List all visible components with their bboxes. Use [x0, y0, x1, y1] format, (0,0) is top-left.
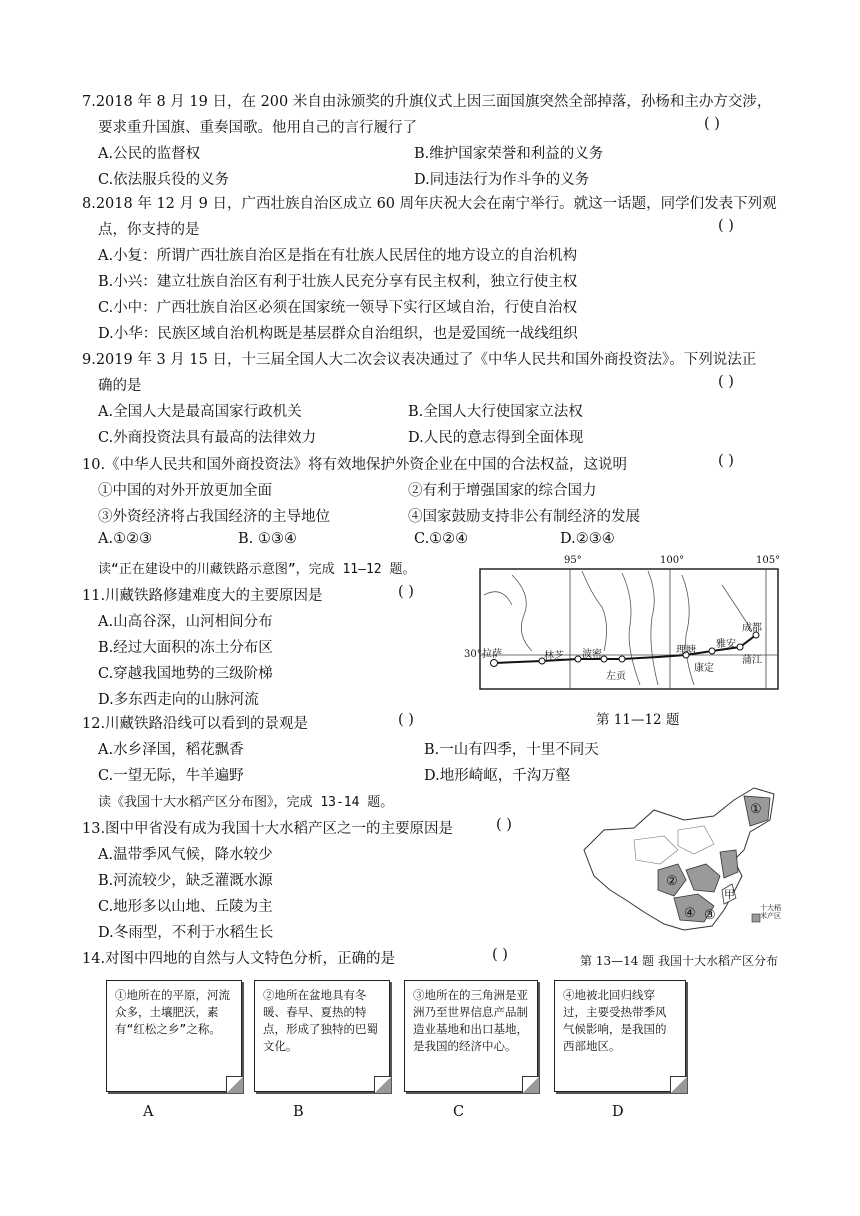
- city-zogang: 左贡: [606, 671, 626, 682]
- q11-option-d[interactable]: D.多东西走向的山脉河流: [98, 692, 259, 708]
- q10-option-a[interactable]: A.①②③: [98, 531, 153, 547]
- province-jia-mark: 甲: [724, 888, 735, 901]
- q14-stem: 14.对图中四地的自然与人文特色分析，正确的是: [82, 951, 396, 967]
- q13-answer-paren[interactable]: ( ): [496, 817, 512, 833]
- q8-answer-paren[interactable]: ( ): [718, 218, 734, 234]
- map2-caption: 第 13—14 题 我国十大水稻产区分布: [580, 954, 778, 968]
- q14-answer-paren[interactable]: ( ): [492, 947, 508, 963]
- sichuan-tibet-railway-map: [464, 555, 782, 700]
- q8-option-c[interactable]: C.小中：广西壮族自治区必须在国家统一领导下实行区域自治，行使自治权: [98, 300, 578, 316]
- q7-option-a[interactable]: A.公民的监督权: [98, 146, 201, 162]
- reading-instruction-13-14: 读《我国十大水稻产区分布图》，完成 13-14 题。: [98, 795, 394, 810]
- q10-statement-3: ③外资经济将占我国经济的主导地位: [98, 509, 330, 525]
- q12-option-c[interactable]: C.一望无际，牛羊遍野: [98, 768, 244, 784]
- q14-card-b[interactable]: [254, 980, 390, 1092]
- q9-option-b[interactable]: B.全国人大行使国家立法权: [408, 404, 583, 420]
- lon-label-100: 100°: [660, 555, 685, 566]
- page-curl-icon: [374, 1076, 391, 1093]
- legend-label: 十大稻米产区: [760, 904, 781, 920]
- q14-letter-d[interactable]: D: [612, 1104, 624, 1120]
- q14-card-c[interactable]: [404, 980, 538, 1092]
- q10-statement-4: ④国家鼓励支持非公有制经济的发展: [408, 509, 640, 525]
- q7-option-c[interactable]: C.依法服兵役的义务: [98, 172, 230, 188]
- q10-option-d[interactable]: D.②③④: [560, 531, 615, 547]
- q8-option-d[interactable]: D.小华：民族区域自治机构既是基层群众自治组织，也是爱国统一战线组织: [98, 326, 578, 342]
- city-kangding: 康定: [694, 663, 714, 674]
- q14-card-a-text: ①地所在的平原，河流众多，土壤肥沃，素有“红松之乡”之称。: [115, 988, 230, 1036]
- q12-answer-paren[interactable]: ( ): [398, 712, 414, 728]
- q12-stem: 12.川藏铁路沿线可以看到的景观是: [82, 716, 309, 732]
- region-mark-2: ②: [666, 874, 678, 889]
- q14-card-a[interactable]: [106, 980, 242, 1092]
- lon-label-105: 105°: [756, 555, 781, 566]
- q12-option-a[interactable]: A.水乡泽国，稻花飘香: [98, 742, 244, 758]
- q7-answer-paren[interactable]: ( ): [704, 116, 720, 132]
- q13-option-a[interactable]: A.温带季风气候，降水较少: [98, 847, 273, 863]
- lat-label-30: 30°: [464, 649, 482, 660]
- q9-answer-paren[interactable]: ( ): [718, 374, 734, 390]
- page-curl-icon: [226, 1076, 243, 1093]
- q14-letter-c[interactable]: C: [453, 1104, 465, 1120]
- q13-stem: 13.图中甲省没有成为我国十大水稻产区之一的主要原因是: [82, 821, 454, 837]
- q8-option-b[interactable]: B.小兴：建立壮族自治区有利于壮族人民充分享有民主权利，独立行使主权: [98, 274, 578, 290]
- q11-stem: 11.川藏铁路修建难度大的主要原因是: [82, 588, 323, 604]
- q9-option-c[interactable]: C.外商投资法具有最高的法律效力: [98, 430, 317, 446]
- q10-option-c[interactable]: C.①②④: [414, 531, 469, 547]
- region-mark-1: ①: [750, 802, 762, 817]
- city-litang: 理塘: [676, 645, 696, 656]
- q14-card-c-text: ③地所在的三角洲是亚洲乃至世界信息产品制造业基地和出口基地，是我国的经济中心。: [413, 988, 528, 1053]
- page-curl-icon: [522, 1076, 539, 1093]
- q14-letter-a[interactable]: A: [143, 1104, 154, 1120]
- q11-option-b[interactable]: B.经过大面积的冻土分布区: [98, 640, 273, 656]
- reading-instruction-11-12: 读“正在建设中的川藏铁路示意图”，完成 11—12 题。: [98, 562, 416, 577]
- city-yaan: 雅安: [716, 639, 736, 650]
- railway-map-figure: [472, 555, 782, 700]
- page-curl-icon: [670, 1076, 687, 1093]
- q10-answer-paren[interactable]: ( ): [718, 453, 734, 469]
- region-mark-4: ④: [684, 906, 696, 921]
- q11-answer-paren[interactable]: ( ): [398, 584, 414, 600]
- q8-stem-line1: 8.2018 年 12 月 9 日，广西壮族自治区成立 60 周年庆祝大会在南宁举行。就这一话题，同学们发表下列观: [82, 196, 777, 212]
- q7-stem-line1: 7.2018 年 8 月 19 日，在 200 米自由泳颁奖的升旗仪式上因三面国旗突然全部掉落，孙杨和主办方交涉，: [82, 94, 772, 110]
- q14-card-b-text: ②地所在盆地具有冬暖、春早、夏热的特点，形成了独特的巴蜀文化。: [263, 988, 378, 1053]
- city-pujiang: 蒲江: [742, 655, 762, 666]
- q13-option-d[interactable]: D.冬雨型，不利于水稻生长: [98, 925, 274, 941]
- rice-regions-map: [574, 780, 784, 945]
- q11-option-c[interactable]: C.穿越我国地势的三级阶梯: [98, 666, 273, 682]
- q10-statement-1: ①中国的对外开放更加全面: [98, 483, 272, 499]
- q8-stem-line2: 点，你支持的是: [98, 222, 200, 238]
- lon-label-95: 95°: [564, 555, 582, 566]
- city-bomi: 波密: [582, 649, 602, 660]
- q9-stem-line2: 确的是: [98, 378, 142, 394]
- q9-option-a[interactable]: A.全国人大是最高国家行政机关: [98, 404, 302, 420]
- q9-stem-line1: 9.2019 年 3 月 15 日，十三届全国人大二次会议表决通过了《中华人民共和国外商投资法》。下列说法正: [82, 352, 757, 368]
- q13-option-c[interactable]: C.地形多以山地、丘陵为主: [98, 899, 273, 915]
- q8-option-a[interactable]: A.小复：所谓广西壮族自治区是指在有壮族人民居住的地方设立的自治机构: [98, 248, 578, 264]
- q10-option-b[interactable]: B. ①③④: [238, 531, 297, 547]
- map1-caption: 第 11—12 题: [596, 712, 680, 728]
- q10-stem: 10.《中华人民共和国外商投资法》将有效地保护外资企业在中国的合法权益，这说明: [82, 457, 628, 473]
- q7-stem-line2: 要求重升国旗、重奏国歌。他用自己的言行履行了: [98, 120, 417, 136]
- q13-option-b[interactable]: B.河流较少，缺乏灌溉水源: [98, 873, 273, 889]
- q14-card-d[interactable]: [554, 980, 686, 1092]
- q11-option-a[interactable]: A.山高谷深，山河相间分布: [98, 614, 273, 630]
- q7-option-d[interactable]: D.同违法行为作斗争的义务: [414, 172, 590, 188]
- city-chengdu: 成都: [742, 623, 762, 634]
- q7-option-b[interactable]: B.维护国家荣誉和利益的义务: [414, 146, 604, 162]
- q12-option-d[interactable]: D.地形崎岖，千沟万壑: [424, 768, 571, 784]
- region-mark-3: ③: [704, 908, 716, 923]
- q10-statement-2: ②有利于增强国家的综合国力: [408, 483, 597, 499]
- q14-letter-b[interactable]: B: [293, 1104, 304, 1120]
- q9-option-d[interactable]: D.人民的意志得到全面体现: [408, 430, 584, 446]
- city-nyingchi: 林芝: [544, 651, 564, 662]
- city-lhasa: 拉萨: [482, 649, 502, 660]
- q12-option-b[interactable]: B.一山有四季，十里不同天: [424, 742, 599, 758]
- q14-card-d-text: ④地被北回归线穿过，主要受热带季风气候影响，是我国的西部地区。: [563, 988, 667, 1053]
